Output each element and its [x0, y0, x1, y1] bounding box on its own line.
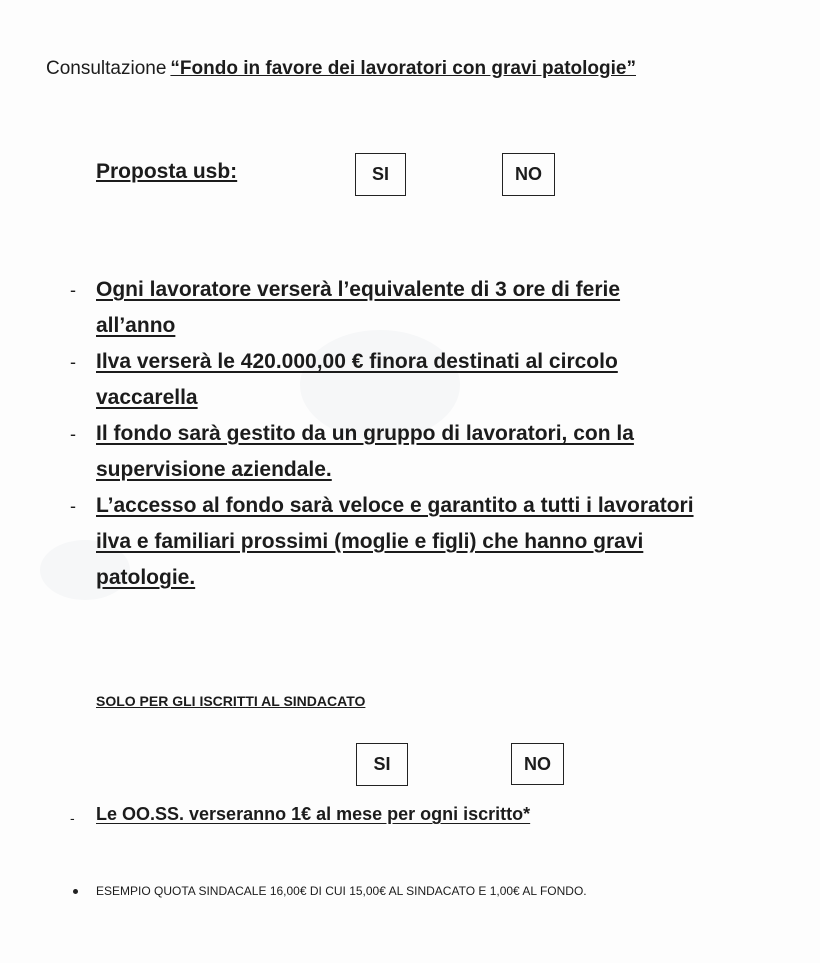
- proposal-point: [70, 488, 750, 596]
- members-section-heading: SOLO PER GLI ISCRITTI AL SINDACATO: [96, 693, 366, 709]
- point-line: all’anno: [96, 314, 176, 337]
- bullet-dot-icon: [73, 889, 78, 894]
- proposal-no-checkbox[interactable]: NO: [502, 153, 555, 196]
- members-yes-checkbox[interactable]: SI: [356, 743, 408, 786]
- proposal-yes-checkbox[interactable]: SI: [355, 153, 406, 196]
- point-line: vaccarella: [96, 386, 198, 409]
- members-point-text: Le OO.SS. verseranno 1€ al mese per ogni iscritto*: [96, 804, 531, 824]
- document-title: [46, 58, 636, 80]
- dash-bullet: -: [70, 810, 75, 826]
- proposal-point: [70, 344, 750, 416]
- proposal-label: Proposta usb:: [96, 160, 238, 183]
- title-main: “Fondo in favore dei lavoratori con gravi patologie”: [170, 58, 636, 79]
- point-line: Il fondo sarà gestito da un gruppo di lavoratori, con la: [96, 422, 634, 445]
- dash-bullet: -: [70, 280, 76, 300]
- point-line: supervisione aziendale.: [96, 458, 332, 481]
- members-point: [70, 804, 530, 825]
- dash-bullet: -: [70, 352, 76, 372]
- point-line: L’accesso al fondo sarà veloce e garantito a tutti i lavoratori: [96, 494, 694, 517]
- point-line: patologie.: [96, 566, 196, 589]
- proposal-point: [70, 416, 750, 488]
- footnote-text: ESEMPIO QUOTA SINDACALE 16,00€ DI CUI 15,00€ AL SINDACATO E 1,00€ AL FONDO.: [96, 884, 587, 898]
- point-line: Ogni lavoratore verserà l’equivalente di 3 ore di ferie: [96, 278, 621, 301]
- proposal-point: [70, 272, 750, 344]
- members-no-checkbox[interactable]: NO: [511, 743, 564, 785]
- point-line: Ilva verserà le 420.000,00 € finora destinati al circolo: [96, 350, 618, 373]
- dash-bullet: -: [70, 424, 76, 444]
- title-prefix: Consultazione: [46, 58, 167, 79]
- dash-bullet: -: [70, 496, 76, 516]
- point-line: ilva e familiari prossimi (moglie e figli) che hanno gravi: [96, 530, 644, 553]
- footnote: [73, 884, 587, 898]
- proposal-points-list: [70, 272, 750, 596]
